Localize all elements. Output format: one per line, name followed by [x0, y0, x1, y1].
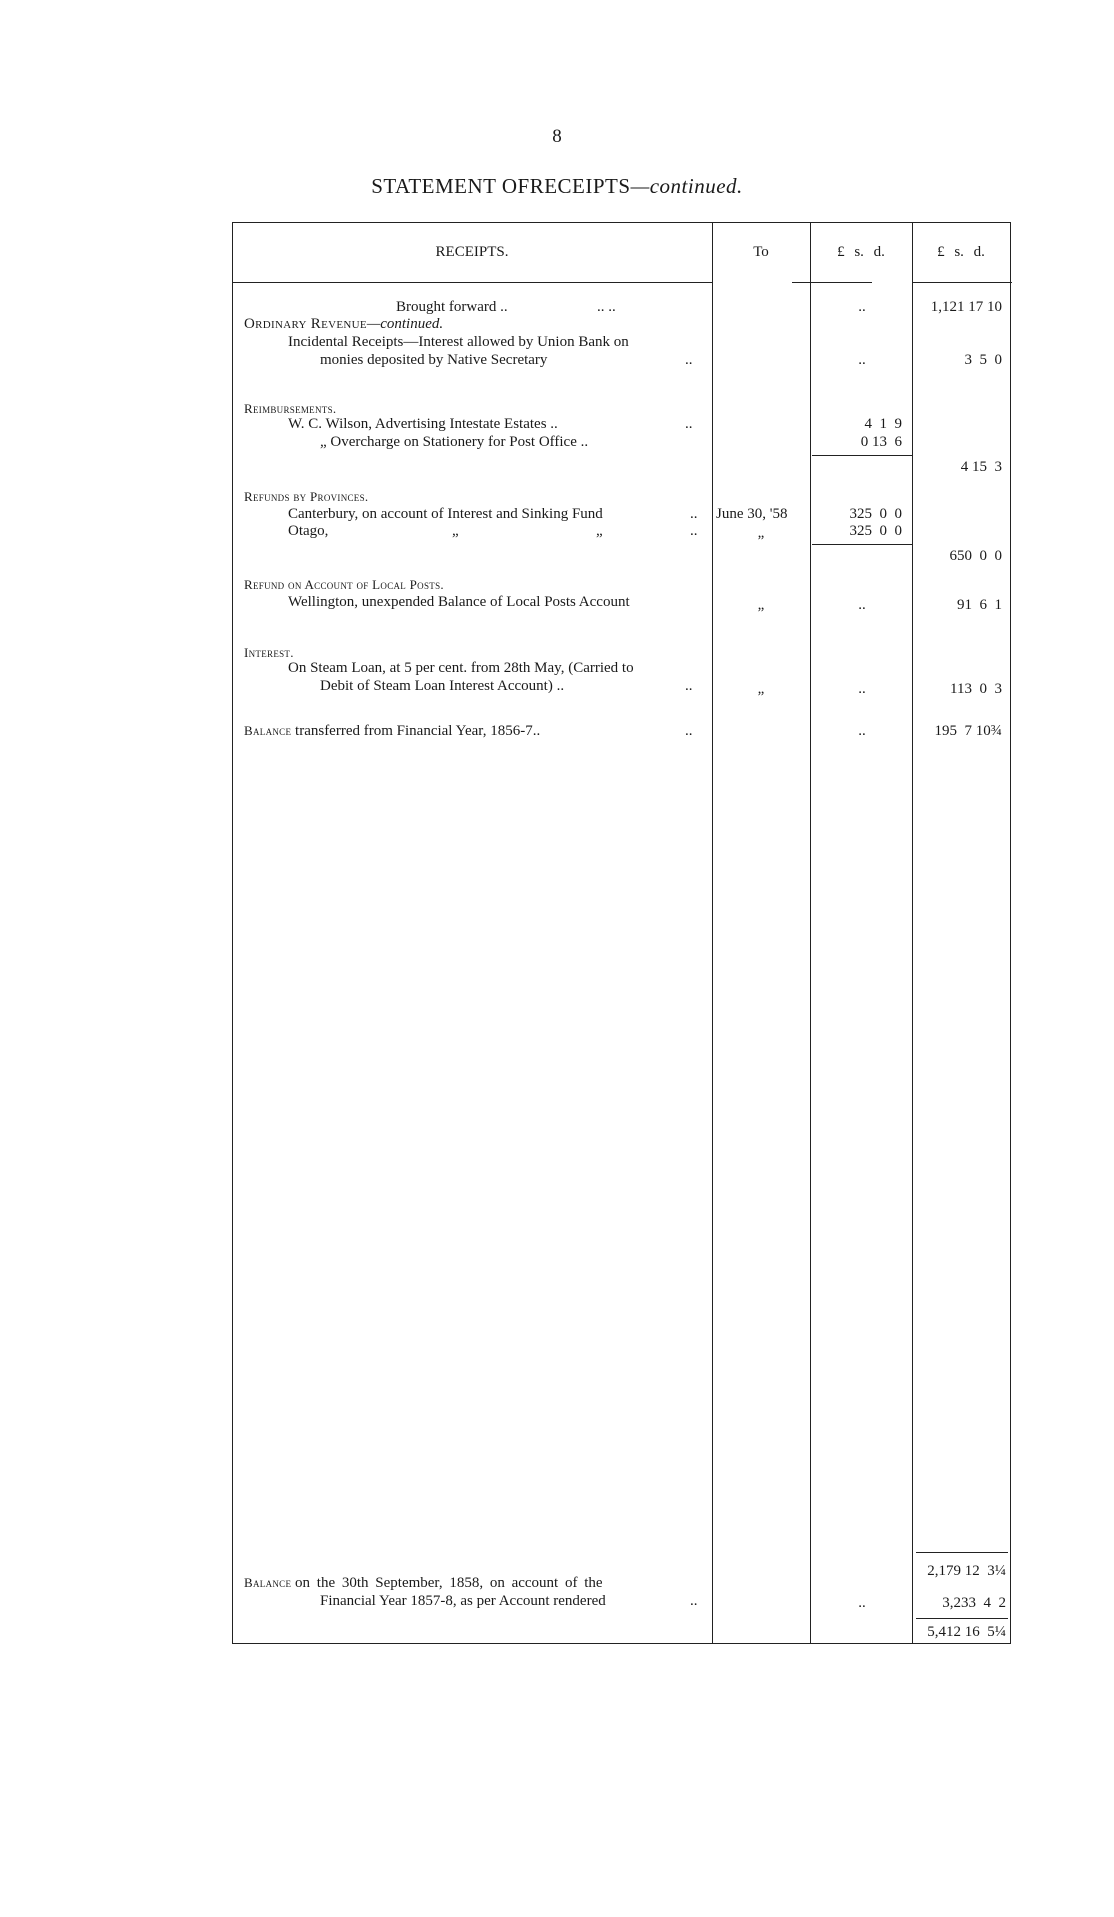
reimbursements-sum-rule — [812, 455, 912, 456]
canterbury-leaders: .. — [690, 506, 698, 522]
header-rule-lsd2 — [912, 282, 1012, 283]
otago-col2: 650 0 0 — [949, 548, 1002, 564]
incidental-line1: Incidental Receipts—Interest allowed by Union Bank on — [288, 334, 629, 350]
balance-sept-col2: 3,233 4 2 — [942, 1595, 1006, 1611]
incidental-leaders: .. — [685, 352, 693, 368]
wilson-leaders: .. — [685, 416, 693, 432]
otago-ditto-1: „ — [452, 523, 459, 539]
subtotal-rule — [916, 1552, 1008, 1553]
col-left-border — [232, 222, 233, 1644]
steam-loan-to: „ — [757, 681, 765, 697]
incidental-line2: monies deposited by Native Secretary — [320, 352, 548, 368]
table-top-rule — [232, 222, 1010, 223]
balance-transferred-row — [244, 722, 540, 740]
col-divider-lsd1 — [912, 222, 913, 1644]
page-title — [0, 174, 1114, 199]
wilson-col1: 4 1 9 — [864, 416, 902, 432]
steam-loan-line2: Debit of Steam Loan Interest Account) .. — [320, 678, 565, 694]
receipts-table — [232, 222, 1012, 1644]
brought-forward-col2: 1,121 17 10 — [930, 299, 1002, 315]
balance-sept-line1: on the 30th September, 1858, on account of the — [295, 1575, 603, 1591]
canterbury-to: June 30, '58 — [716, 506, 788, 522]
header-lsd-1: £ s. d. — [837, 244, 885, 260]
balance-transferred-leaders: .. — [685, 723, 693, 739]
canterbury-label: Canterbury, on account of Interest and Sinking Fund — [288, 506, 603, 522]
balance-sept-row — [244, 1574, 603, 1592]
reimbursements-heading: Reimbursements. — [244, 401, 337, 416]
header-rule-lsd1 — [792, 282, 872, 283]
steam-loan-col2: 113 0 3 — [950, 681, 1002, 697]
header-lsd-2: £ s. d. — [937, 244, 985, 260]
ordinary-revenue-label: Ordinary Revenue — [244, 316, 367, 332]
otago-to: „ — [757, 525, 765, 541]
col-right-border — [1010, 222, 1011, 1644]
ordinary-revenue-heading — [244, 315, 443, 333]
incidental-col2: 3 5 0 — [964, 352, 1002, 368]
provinces-sum-rule — [812, 544, 912, 545]
balance-sept-heading: Balance — [244, 1575, 292, 1590]
brought-forward-leaders: .. .. — [597, 299, 616, 315]
balance-sept-line2: Financial Year 1857-8, as per Account rendered — [320, 1593, 606, 1609]
steam-loan-col1: .. — [858, 681, 866, 697]
wellington-col1: .. — [858, 597, 866, 613]
col-divider-to — [810, 222, 811, 1644]
balance-transferred-heading: Balance — [244, 723, 292, 738]
balance-transferred-label: transferred from Financial Year, 1856-7.. — [295, 723, 541, 739]
interest-heading: Interest. — [244, 645, 294, 660]
balance-sept-col1: .. — [858, 1595, 866, 1611]
wellington-to: „ — [757, 597, 765, 613]
table-bottom-rule — [232, 1643, 1010, 1644]
total-rule — [916, 1618, 1008, 1619]
refunds-heading: Refunds by Provinces. — [244, 489, 369, 504]
title-suffix: —continued. — [630, 174, 743, 198]
steam-loan-leaders: .. — [685, 678, 693, 694]
col-divider-receipts — [712, 222, 713, 1644]
header-receipts: RECEIPTS. — [435, 244, 509, 260]
balance-sept-leaders: .. — [690, 1593, 698, 1609]
balance-transferred-col1: .. — [858, 723, 866, 739]
header-to: To — [753, 244, 769, 260]
otago-label: Otago, — [288, 523, 329, 539]
brought-forward-label: Brought forward .. — [396, 299, 508, 315]
overcharge-label: „ Overcharge on Stationery for Post Office .. — [320, 434, 589, 450]
overcharge-col2: 4 15 3 — [960, 459, 1002, 475]
wellington-label: Wellington, unexpended Balance of Local Posts Account — [288, 594, 630, 610]
canterbury-col1: 325 0 0 — [849, 506, 902, 522]
title-main: STATEMENT OFRECEIPTS — [371, 174, 631, 198]
incidental-col1: .. — [858, 352, 866, 368]
page-number: 8 — [552, 126, 562, 147]
brought-forward-col1: .. — [858, 299, 866, 315]
otago-ditto-2: „ — [596, 523, 603, 539]
wilson-label: W. C. Wilson, Advertising Intestate Estates .. — [288, 416, 558, 432]
otago-leaders: .. — [690, 523, 698, 539]
total-col2: 5,412 16 5¼ — [927, 1624, 1006, 1640]
steam-loan-line1: On Steam Loan, at 5 per cent. from 28th May, (Carried to — [288, 660, 634, 676]
balance-transferred-col2: 195 7 10¾ — [934, 723, 1002, 739]
header-rule-receipts — [232, 282, 712, 283]
subtotal-col2: 2,179 12 3¼ — [927, 1563, 1006, 1579]
local-posts-heading: Refund on Account of Local Posts. — [244, 577, 444, 592]
ordinary-revenue-suffix: —continued. — [366, 316, 444, 332]
overcharge-col1: 0 13 6 — [860, 434, 902, 450]
otago-col1: 325 0 0 — [849, 523, 902, 539]
wellington-col2: 91 6 1 — [957, 597, 1002, 613]
